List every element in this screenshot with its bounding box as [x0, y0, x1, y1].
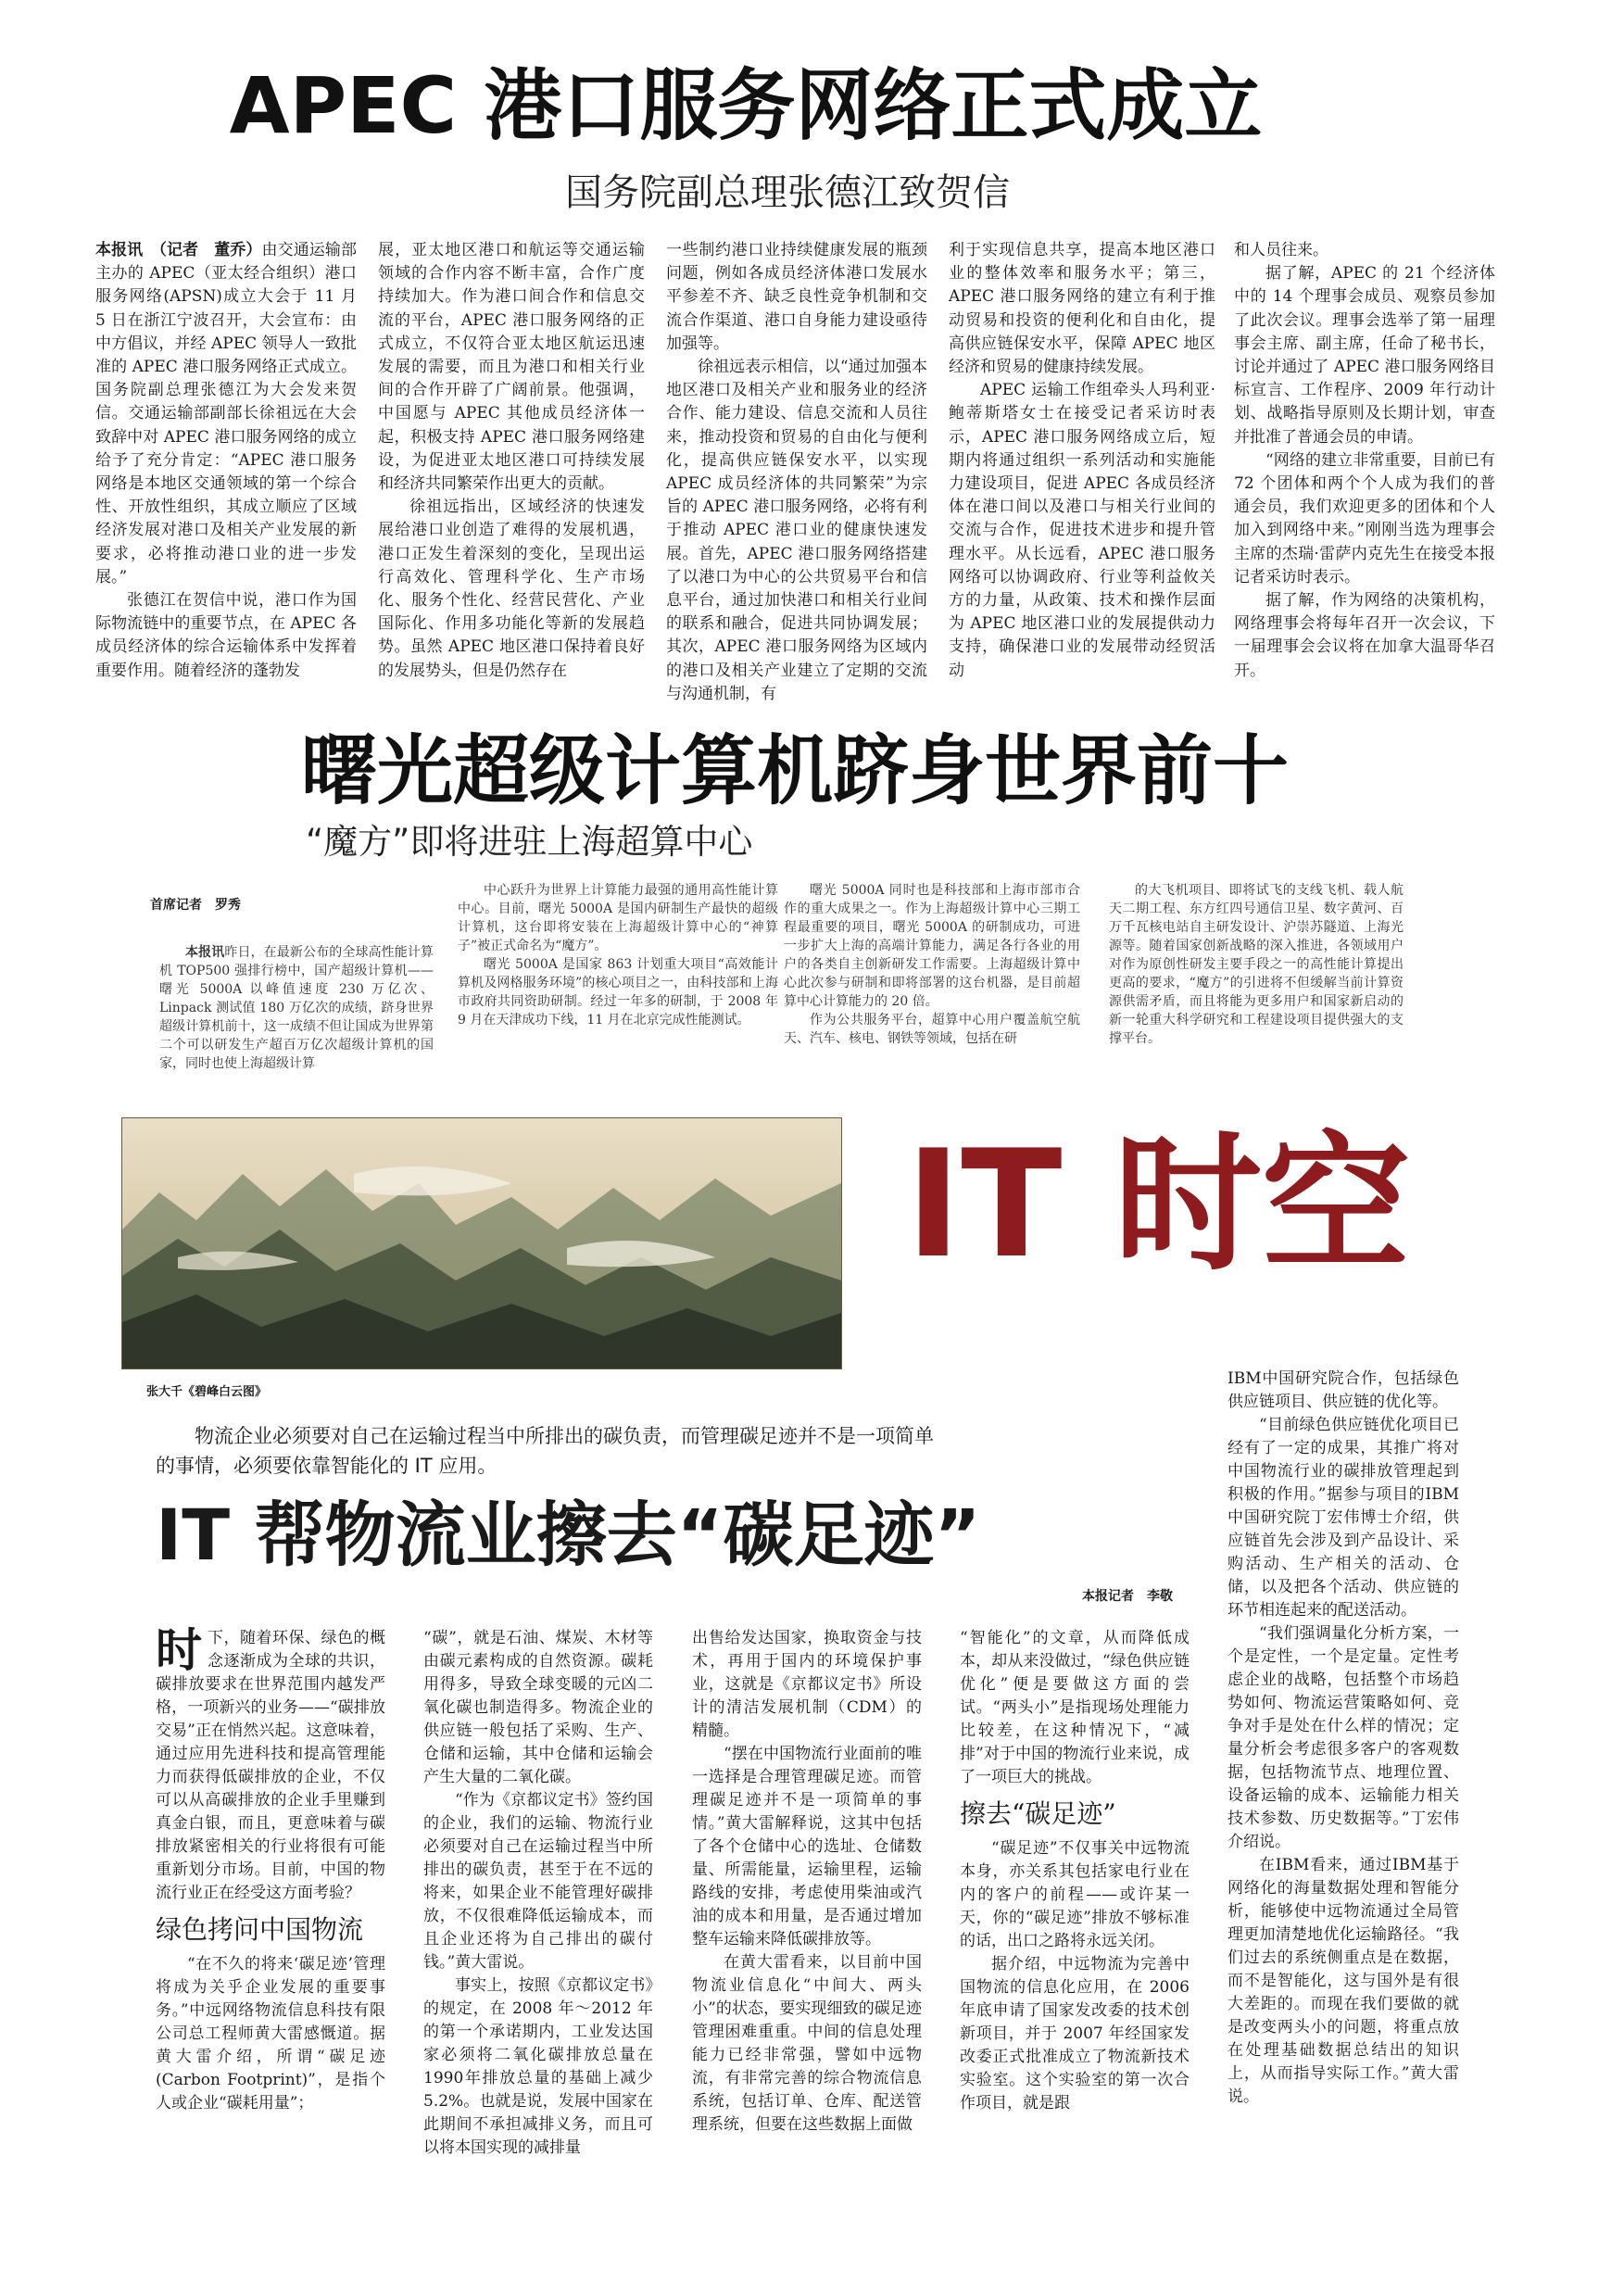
paragraph-text: “作为《京都议定书》签约国的企业，我们的运输、物流行业必须要对自己在运输过程当中所排出的碳负责，甚至于在不远的将来，如果企业不能管理好碳排放，不仅很难降低运输成本，而且企业还将为自己排出的碳付钱。”黄大雷说。: [423, 1791, 653, 1972]
paragraph: [784, 1011, 1080, 1048]
paragraph: [692, 1951, 922, 2137]
paragraph: [784, 881, 1080, 1011]
paragraph: [692, 1743, 922, 1951]
paragraph-text: 在黄大雷看来，以目前中国物流业信息化“中间大、两头小”的状态，要实现细致的碳足迹管理困难重重。中间的信息处理能力已经非常强，譬如中远物流，有非常完善的综合物流信息系统，包括订单、仓库、配送管理系统，但要在这些数据上面做: [692, 1953, 922, 2134]
paragraph-text: “碳”，就是石油、煤炭、木材等由碳元素构成的自然资源。碳耗用得多，导致全球变暖的元凶二氧化碳也制造得多。物流企业的供应链一般包括了采购、生产、仓储和运输，其中仓储和运输会产生大量的二氧化碳。: [423, 1629, 653, 1786]
article2-col-3: [784, 881, 1080, 1076]
article1-col-3: [666, 239, 927, 703]
painting-caption: 张大千《碧峰白云图》: [146, 1385, 268, 1399]
paragraph-text: “碳足迹”不仅事关中远物流本身，亦关系其包括家电行业在内的客户的前程——或许某一天，你的“碳足迹”排放不够标准的话，出口之路将永远关闭。: [960, 1839, 1190, 1950]
paragraph-text: 事实上，按照《京都议定书》的规定，在 2008 年～2012 年的第一个承诺期内，工业发达国家必须将二氧化碳排放总量在1990年排放总量的基础上减少5.2%。也就是说，发展中国家在此期间不承担减排义务，而且可以将本国实现的减排量: [423, 1976, 653, 2157]
article3-byline: 本报记者 李敬: [1082, 1589, 1173, 1604]
paragraph-text: “摆在中国物流行业面前的唯一选择是合理管理碳足迹。而管理碳足迹并不是一项简单的事情。”黄大雷解释说，这其中包括了各个仓储中心的选址、仓储数量、所需能量，运输里程，运输路线的安排，考虑使用柴油或汽油的成本和用量，是否通过增加整车运输来降低碳排放等。: [692, 1745, 922, 1948]
section-banner: IT 时空: [905, 1117, 1411, 1291]
paragraph-text: 下，随着环保、绿色的概念逐渐成为全球的共识，碳排放要求在世界范围内越发严格，一项新兴的业务——“碳排放交易”正在悄然兴起。这意味着，通过应用先进科技和提高管理能力而获得低碳排放的企业，不仅可以从高碳排放的企业手里赚到真金白银，而且，更意味着与碳排放紧密相关的行业将很有可能重新划分市场。目前，中国的物流行业正在经受这方面考验？: [156, 1629, 385, 1902]
article2-subtitle: “魔方”即将进驻上海超算中心: [306, 822, 753, 862]
article1-title: APEC 港口服务网络正式成立: [229, 60, 1263, 151]
article1-col-5: [1234, 239, 1495, 680]
article3-col-3: [692, 1627, 922, 2220]
article3-title: IT 帮物流业擦去“碳足迹”: [156, 1494, 981, 1576]
paragraph-text: “网络的建立非常重要，目前已有 72 个团体和两个个人成为我们的普通会员，我们欢迎更多的团体和个人加入到网络中来。”刚刚当选为理事会主席的杰瑞·雷萨内克先生在接受本报记者采访时表示。: [1234, 450, 1495, 586]
paragraph: [949, 239, 1215, 379]
paragraph-text: IBM中国研究院合作，包括绿色供应链项目、供应链的优化等。: [1227, 1369, 1459, 1411]
article1-subtitle: 国务院副总理张德江致贺信: [565, 171, 1010, 214]
article2-col-2: [458, 881, 778, 1076]
paragraph-text: 的大飞机项目、即将试飞的支线飞机、载人航天二期工程、东方红四号通信卫星、数字黄河、百万千瓦核电站自主研发设计、沪崇苏隧道、上海光源等。随着国家创新战略的深入推进，各领域用户对作为原创性研发主要手段之一的高性能计算提出更高的要求，“魔方”的引进将不但缓解当前计算资源供需矛盾，而且将能为更多用户和国家新启动的新一轮重大科学研究和工程建设项目提供强大的支撑平台。: [1109, 883, 1404, 1046]
article2-byline: 首席记者 罗秀: [150, 898, 241, 913]
paragraph: [423, 1627, 653, 1789]
section-heading: 绿色拷问中国物流: [156, 1914, 364, 1945]
paragraph-text: 利于实现信息共享，提高本地区港口业的整体效率和服务水平；第三，APEC 港口服务网络的建立有利于推动贸易和投资的便利化和自由化，提高供应链保安水平，保障 APEC 地区经济和贸易的健康持续发展。: [949, 241, 1215, 377]
paragraph-text: 中心跃升为世界上计算能力最强的通用高性能计算中心。目前，曙光 5000A 是国内研制生产最快的超级计算机，这台即将安装在上海超级计算中心的“神算子”被正式命名为“魔方”。: [458, 883, 778, 953]
paragraph-text: 展，亚太地区港口和航运等交通运输领域的合作内容不断丰富，合作广度持续加大。作为港口间合作和信息交流的平台，APEC 港口服务网络的正式成立，不仅符合亚太地区航运迅速发展的需要，而且为港口和相关行业间的合作开辟了广阔前景。他强调，中国愿与 APEC 其他成员经济体一起，积极支持 APEC 港口服务网络建设，为促进亚太地区港口可持续发展和经济共同繁荣作出更大的贡献。: [378, 241, 645, 494]
article1-col-4: [949, 239, 1215, 680]
paragraph: [378, 496, 645, 683]
paragraph: [1227, 1414, 1459, 1622]
paragraph: [156, 1622, 385, 1905]
paragraph-text: APEC 运输工作组牵头人玛利亚·鲍蒂斯塔女士在接受记者采访时表示，APEC 港口服务网络成立后，短期内将通过组织一系列活动和实施能力建设项目，促进 APEC 各成员经济体在港口间以及港口与相关行业间的交流与合作，促进技术进步和提升管理水平。从长远看，APEC 港口服务网络可以协调政府、行业等利益攸关方的力量，从政策、技术和操作层面为 APEC 地区港口业的发展提供动力支持，确保港口业的发展带动经贸活动: [949, 381, 1215, 680]
paragraph-text: “在不久的将来‘碳足迹’管理将成为关乎企业发展的重要事务。”中远网络物流信息科技有限公司总工程师黄大雷感慨道。据黄大雷介绍，所谓“碳足迹(Carbon Footprint)”，是指个人或企业“碳耗用量”；: [156, 1955, 385, 2112]
paragraph: [960, 1953, 1190, 2115]
paragraph-text: 徐祖远表示相信，以“通过加强本地区港口及相关产业和服务业的经济合作、能力建设、信息交流和人员往来，推动投资和贸易的自由化与便利化，提高供应链保安水平，以实现 APEC 成员经济体的共同繁荣”为宗旨的 APEC 港口服务网络，必将有利于推动 APEC 港口业的健康快速发展。首先，APEC 港口服务网络搭建了以港口为中心的公共贸易平台和信息平台，通过加快港口和相关行业间的联系和融合，促进共同协调发展；其次，APEC 港口服务网络为区域内的港口及相关产业建立了定期的交流与沟通机制，有: [666, 358, 927, 703]
paragraph-text: 在IBM看来，通过IBM基于网络化的海量数据处理和智能分析，能够使中远物流通过全局管理更加清楚地优化运输路径。“我们过去的系统侧重点是在数据，而不是智能化，这与国外是有很大差距的。而现在我们要做的就是改变两头小的问题，将重点放在处理基础数据总结出的知识上，从而指导实际工作。”黄大雷说。: [1227, 1856, 1459, 2106]
paragraph: [960, 1837, 1190, 1953]
paragraph: [423, 1789, 653, 1974]
paragraph: [692, 1627, 922, 1743]
paragraph-text: 曙光 5000A 同时也是科技部和上海市部市合作的重大成果之一。作为上海超级计算中心三期工程最重要的项目，曙光 5000A 的研制成功，可进一步扩大上海的高端计算能力，满足各行各业的用户的各类自主创新研发工作需要。上海超级计算中心此次参与研制和即将部署的这台机器，是目前超算中心计算能力的 20 倍。: [784, 883, 1080, 1009]
section-heading: 擦去“碳足迹”: [960, 1798, 1116, 1829]
paragraph: [423, 1974, 653, 2160]
paragraph: [666, 239, 927, 356]
paragraph-text: 一些制约港口业持续健康发展的瓶颈问题，例如各成员经济体港口发展水平参差不齐、缺乏良性竞争机制和交流合作渠道、港口自身能力建设亟待加强等。: [666, 241, 927, 353]
paragraph: [1234, 262, 1495, 449]
article3-col-2: [423, 1627, 653, 2220]
article1-col-2: [378, 239, 645, 680]
paragraph: [95, 589, 357, 683]
paragraph: [949, 379, 1215, 683]
paragraph: [95, 239, 357, 589]
paragraph-text: 徐祖远指出，区域经济的快速发展给港口业创造了难得的发展机遇，港口正发生着深刻的变化，呈现出运行高效化、管理科学化、生产市场化、服务个性化、经营民营化、产业国际化、作用多功能化等新的发展趋势。虽然 APEC 地区港口保持着良好的发展势头，但是仍然存在: [378, 498, 645, 680]
article2-title: 曙光超级计算机跻身世界前十: [301, 726, 1290, 815]
paragraph-text: 昨日，在最新公布的全球高性能计算机 TOP500 强排行榜中，国产超级计算机——曙光 5000A 以峰值速度 230 万亿次、Linpack 测试值 180 万亿次的成绩，跻身世界超级计算机前十，这一成绩不但让国成为世界第二个可以研发生产超百万亿次超级计算机的国家，同时也使上海超级计算: [159, 945, 434, 1071]
paragraph-text: 据了解，作为网络的决策机构，网络理事会将每年召开一次会议，下一届理事会会议将在加拿大温哥华召开。: [1234, 591, 1495, 680]
article3-intro: 物流企业必须要对自己在运输过程当中所排出的碳负责，而管理碳足迹并不是一项简单的事情，必须要依靠智能化的 IT 应用。: [156, 1425, 934, 1477]
paragraph-text: “我们强调量化分析方案，一个是定性，一个是定量。定性考虑企业的战略，包括整个市场趋势如何、物流运营策略如何、竞争对手是处在什么样的情况；定量分析会考虑很多客户的客观数据，包括物流节点、地理位置、设备运输的成本、运输能力相关技术参数、历史数据等。”丁宏伟介绍说。: [1227, 1624, 1459, 1851]
paragraph-text: “目前绿色供应链优化项目已经有了一定的成果，其推广将对中国物流行业的碳排放管理起到积极的作用。”据参与项目的IBM中国研究院丁宏伟博士介绍，供应链首先会涉及到产品设计、采购活动、生产相关的活动、仓储，以及把各个活动、供应链的环节相连起来的配送活动。: [1227, 1416, 1459, 1620]
article2-col-1: [159, 943, 434, 1073]
paragraph: [1234, 589, 1495, 683]
paragraph: [458, 955, 778, 1029]
article3-col-5: [1227, 1368, 1459, 2220]
paragraph-text: 据了解，APEC 的 21 个经济体中的 14 个理事会成员、观察员参加了此次会议。理事会选举了第一届理事会主席、副主席，任命了秘书长，讨论并通过了 APEC 港口服务网络目标宣言、工作程序、2009 年行动计划、战略指导原则及长期计划，审查并批准了普通会员的申请。: [1234, 264, 1495, 447]
paragraph-text: 曙光 5000A 是国家 863 计划重大项目“高效能计算机及网格服务环境”的核心项目之一，由科技部和上海市政府共同资助研制。经过一年多的研制，于 2008 年 9 月在天津成功下线，11 月在北京完成性能测试。: [458, 957, 778, 1028]
dateline: 本报讯: [185, 945, 225, 960]
landscape-painting-svg: [122, 1118, 841, 1368]
paragraph-text: 据介绍，中远物流为完善中国物流的信息化应用，在 2006 年底申请了国家发改委的技术创新项目，并于 2007 年经国家发改委正式批准成立了物流新技术实验室。这个实验室的第一次合作项目，就是跟: [960, 1955, 1190, 2112]
paragraph: [960, 1627, 1190, 1789]
paragraph: [1227, 1622, 1459, 1854]
article1-col-1: [95, 239, 357, 680]
article2-col-4: [1109, 881, 1404, 1076]
paragraph: [458, 881, 778, 955]
paragraph: [1234, 239, 1495, 262]
article3-col-1: [156, 1622, 385, 2220]
paragraph: [1109, 881, 1404, 1048]
paragraph-text: 出售给发达国家，换取资金与技术，再用于国内的环境保护事业，这就是《京都议定书》所设计的清洁发展机制（CDM）的精髓。: [692, 1629, 922, 1740]
paragraph: [1227, 1854, 1459, 2109]
article3-col-4: [960, 1627, 1190, 2220]
dateline: 本报讯 （记者 董乔）: [95, 241, 262, 259]
paragraph-text: 由交通运输部主办的 APEC（亚太经合组织）港口服务网络(APSN)成立大会于 11 月 5 日在浙江宁波召开，大会宣布：由中方倡议，并经 APEC 领导人一致批准的 APEC 港口服务网络正式成立。国务院副总理张德江为大会发来贺信。交通运输部副部长徐祖远在大会致辞中对 APEC 港口服务网络的成立给予了充分肯定：“APEC 港口服务网络是本地区交通领域的第一个综合性、开放性组织，其成立顺应了区域经济发展对港口及相关产业发展的新要求，必将推动港口业的进一步发展。”: [95, 241, 357, 586]
paragraph: [1227, 1368, 1459, 1414]
paragraph-text: 和人员往来。: [1234, 241, 1328, 259]
paragraph: [159, 943, 434, 1073]
drop-cap: 时: [156, 1622, 202, 1677]
paragraph-text: 张德江在贺信中说，港口作为国际物流链中的重要节点，在 APEC 各成员经济体的综合运输体系中发挥着重要作用。随着经济的蓬勃发: [95, 591, 357, 680]
paragraph-text: 作为公共服务平台，超算中心用户覆盖航空航天、汽车、核电、钢铁等领域，包括在研: [784, 1013, 1080, 1046]
paragraph: [156, 1953, 385, 2115]
paragraph-text: “智能化”的文章，从而降低成本，却从来没做过，“绿色供应链优化”便是要做这方面的尝试。“两头小”是指现场处理能力比较差，在这种情况下，“减排”对于中国的物流行业来说，成了一项巨大的挑战。: [960, 1629, 1190, 1786]
paragraph: [1234, 449, 1495, 589]
paragraph: [378, 239, 645, 496]
landscape-painting: [121, 1117, 842, 1369]
paragraph: [666, 356, 927, 706]
